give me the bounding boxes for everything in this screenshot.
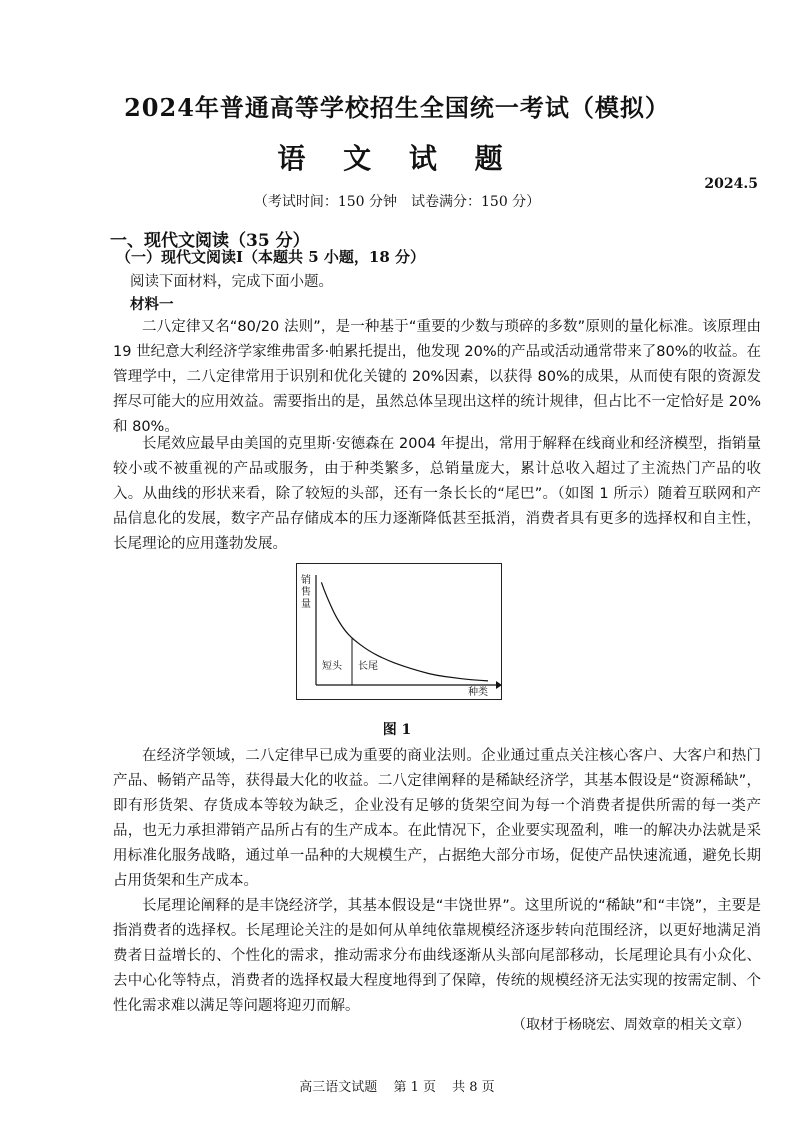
paragraph-1: 二八定律又名“80/20 法则”，是一种基于“重要的少数与琐碎的多数”原则的量化标准。该原理由 19 世纪意大利经济学家维弗雷多·帕累托提出，他发现 20%的产品或活动通常带来了80%的收益。在管理学中，二八定律常用于识别和优化关键的 20%因素，以获得 80%的成果，从而使有限的资源发挥尽可能大的应用效益。需要指出的是，虽然总体呈现出这样的统计规律，但占比不一定恰好是 20%和 80%。: [113, 319, 761, 435]
page-footer: [0, 1076, 794, 1095]
head-region-label: 短头: [322, 661, 342, 672]
exam-title: 2024年普通高等学校招生全国统一考试（模拟）: [124, 93, 670, 122]
x-axis-label: 种类: [468, 687, 488, 698]
subject-title: 语 文 试 题: [277, 142, 517, 175]
y-axis-label: [301, 573, 311, 610]
x-axis-arrow: [496, 681, 502, 689]
footer-exam-name: 高三语文试题: [299, 1080, 378, 1095]
section-subheading: （一）现代文阅读Ⅰ（本题共 5 小题，18 分）: [116, 248, 425, 266]
footer-page: 第 1 页: [393, 1080, 436, 1095]
source-citation: （取材于杨晓宏、周效章的相关文章）: [512, 1017, 750, 1033]
paragraph-3: 在经济学领域，二八定律早已成为重要的商业法则。企业通过重点关注核心客户、大客户和热门产品、畅销产品等，获得最大化的收益。二八定律阐释的是稀缺经济学，其基本假设是“资源稀缺”，即有形货架、存货成本等较为缺乏，企业没有足够的货架空间为每一个消费者提供所需的每一类产品，也无力承担滞销产品所占有的生产成本。在此情况下，企业要实现盈利，唯一的解决办法就是采用标准化服务战略，通过单一品种的大规模生产，占据绝大部分市场，促使产品快速流通，避免长期占用货架和生产成本。: [113, 748, 761, 889]
paragraph-4: 长尾理论阐释的是丰饶经济学，其基本假设是“丰饶世界”。这里所说的“稀缺”和“丰饶”，主要是指消费者的选择权。长尾理论关注的是如何从单纯依靠规模经济逐步转向范围经济，以更好地满足消费者日益增长的、个性化的需求，推动需求分布曲线逐渐从头部向尾部移动，长尾理论具有小众化、去中心化等特点，消费者的选择权最大程度地得到了保障，传统的规模经济无法实现的按需定制、个性化需求难以满足等问题将迎刃而解。: [113, 898, 761, 1014]
material-label: 材料一: [130, 296, 174, 313]
exam-date: 2024.5: [704, 176, 758, 192]
figure-caption: 图 1: [382, 722, 412, 738]
paragraph-2: 长尾效应最早由美国的克里斯·安德森在 2004 年提出，常用于解释在线商业和经济模型，指销量较小或不被重视的产品或服务，由于种类繁多，总销量庞大，累计总收入超过了主流热门产品的收入。从曲线的形状来看，除了较短的头部，还有一条长长的“尾巴”。（如图 1 所示）随着互联网和产品信息化的发展，数字产品存储成本的压力逐渐降低甚至抵消，消费者具有更多的选择权和自主性，长尾理论的应用蓬勃发展。: [113, 436, 761, 552]
y-axis-label-char: 售: [301, 587, 311, 598]
footer-total: 共 8 页: [452, 1080, 495, 1095]
y-axis-label-char: 量: [301, 599, 311, 610]
long-tail-chart: [296, 563, 502, 700]
exam-info: （考试时间：150 分钟 试卷满分：150 分）: [253, 194, 541, 210]
section-heading: 一、现代文阅读（35 分）: [110, 231, 310, 251]
long-tail-curve: [321, 582, 488, 681]
tail-region-label: 长尾: [358, 661, 378, 672]
instruction-text: 阅读下面材料，完成下面小题。: [130, 274, 333, 290]
y-axis-label-char: 销: [301, 575, 311, 586]
